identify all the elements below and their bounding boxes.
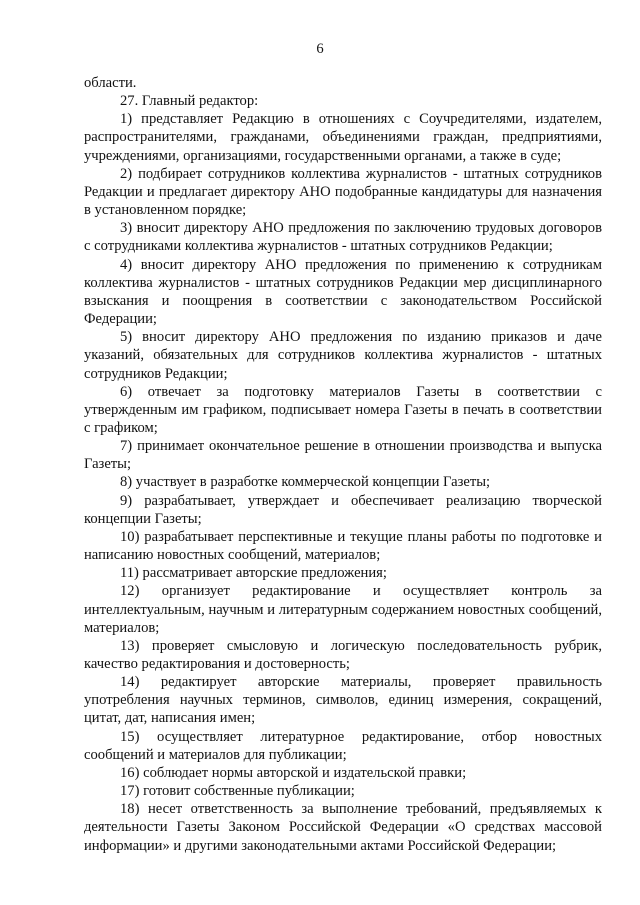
list-item-15: 15) осуществляет литературное редактирование, отбор новостных сообщений и материалов для публикации; (84, 728, 602, 763)
list-item-4: 4) вносит директору АНО предложения по применению к сотрудникам коллектива журналистов - штатных сотрудников Редакции мер дисциплинарного взыскания и поощрения в соответствии с законодательством Российской Федерации; (84, 256, 602, 328)
list-item-11: 11) рассматривает авторские предложения; (120, 565, 387, 582)
list-item-14: 14) редактирует авторские материалы, проверяет правильность употребления научных терминов, символов, единиц измерения, сокращений, цитат, дат, написания имен; (84, 674, 602, 727)
list-item-2: 2) подбирает сотрудников коллектива журналистов - штатных сотрудников Редакции и предлагает директору АНО подобранные кандидатуры для назначения в установленном порядке; (84, 165, 602, 219)
list-item-10: 10) разрабатывает перспективные и текущие планы работы по подготовке и написанию новостных сообщений, материалов; (84, 528, 602, 564)
list-item-3: 3) вносит директору АНО предложения по заключению трудовых договоров с сотрудниками коллектива журналистов - штатных сотрудников Редакции; (84, 220, 602, 255)
list-item-9: 9) разрабатывает, утверждает и обеспечивает реализацию творческой концепции Газеты; (84, 492, 602, 527)
document-body (84, 74, 602, 855)
list-item-5: 5) вносит директору АНО предложения по изданию приказов и даче указаний, обязательных для сотрудников коллектива журналистов - штатных сотрудников Редакции; (84, 329, 602, 382)
paragraph-continuation: области. (84, 75, 137, 91)
list-item-1: 1) представляет Редакцию в отношениях с Соучредителями, издателем, распространителями, гражданами, объединениями граждан, предприятиями, учреждениями, организациями, государственными органами, а также в суде; (84, 111, 602, 164)
list-item-7: 7) принимает окончательное решение в отношении производства и выпуска Газеты; (84, 438, 602, 473)
section-heading-27: 27. Главный редактор: (120, 93, 259, 110)
list-item-13: 13) проверяет смысловую и логическую последовательность рубрик, качество редактирования и достоверность; (84, 637, 602, 672)
list-item-18: 18) несет ответственность за выполнение требований, предъявляемых к деятельности Газеты Законом Российской Федерации «О средствах массовой информации» и другими законодательными актами Российской Федерации; (84, 801, 602, 854)
list-item-17: 17) готовит собственные публикации; (120, 783, 355, 800)
list-item-12: 12) организует редактирование и осуществляет контроль за интеллектуальным, научным и литературным содержанием новостных сообщений, материалов; (84, 583, 602, 636)
list-item-8: 8) участвует в разработке коммерческой концепции Газеты; (120, 474, 491, 491)
page-number: 6 (316, 41, 324, 57)
list-item-16: 16) соблюдает нормы авторской и издательской правки; (120, 764, 467, 781)
list-item-6: 6) отвечает за подготовку материалов Газеты в соответствии с утвержденным им графиком, подписывает номера Газеты в печать в соответствии с графиком; (84, 383, 602, 436)
